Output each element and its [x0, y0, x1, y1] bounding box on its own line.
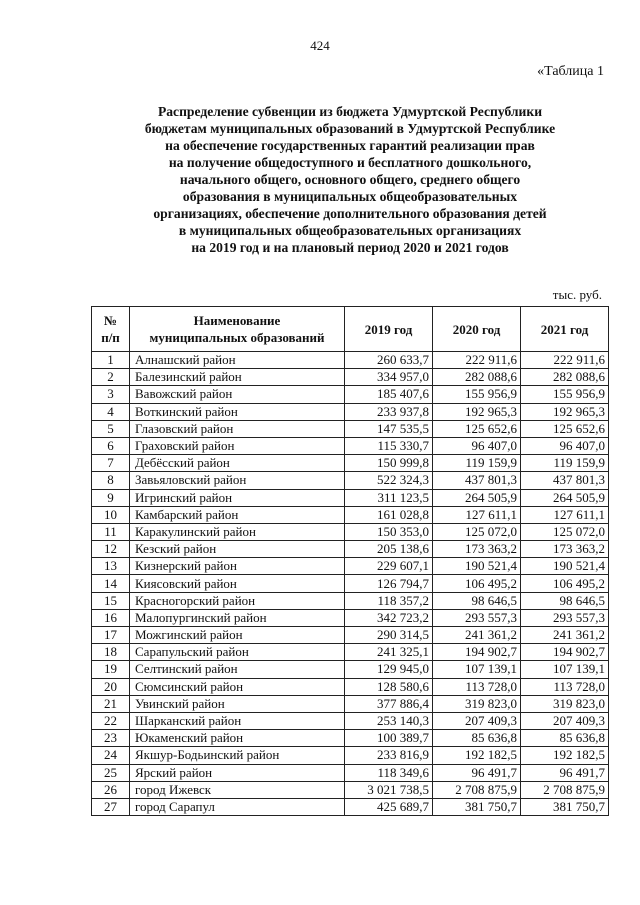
header-num-line1: №	[103, 313, 118, 328]
row-municipality-name: Кезский район	[130, 541, 345, 558]
table-row	[92, 437, 609, 454]
table-row	[92, 558, 609, 575]
row-municipality-name: Вавожский район	[130, 386, 345, 403]
header-2021: 2021 год	[521, 307, 609, 352]
row-value-2020: 319 823,0	[433, 695, 521, 712]
row-value-2020: 127 611,1	[433, 506, 521, 523]
row-value-2019: 290 314,5	[345, 627, 433, 644]
row-value-2019: 241 325,1	[345, 644, 433, 661]
row-value-2020: 107 139,1	[433, 661, 521, 678]
table-row	[92, 489, 609, 506]
row-value-2021: 113 728,0	[521, 678, 609, 695]
row-number: 16	[92, 609, 130, 626]
row-value-2021: 2 708 875,9	[521, 781, 609, 798]
page-number: 424	[310, 38, 330, 53]
table-row	[92, 352, 609, 369]
row-value-2019: 377 886,4	[345, 695, 433, 712]
table-row	[92, 420, 609, 437]
title-line: на получение общедоступного и бесплатного дошкольного,	[168, 155, 532, 170]
table-row	[92, 541, 609, 558]
row-municipality-name: Шарканский район	[130, 712, 345, 729]
table-row	[92, 695, 609, 712]
row-number: 3	[92, 386, 130, 403]
row-value-2020: 192 182,5	[433, 747, 521, 764]
row-value-2019: 126 794,7	[345, 575, 433, 592]
row-value-2020: 155 956,9	[433, 386, 521, 403]
table-row	[92, 764, 609, 781]
row-value-2019: 150 353,0	[345, 523, 433, 540]
row-value-2021: 127 611,1	[521, 506, 609, 523]
row-value-2021: 194 902,7	[521, 644, 609, 661]
row-value-2021: 192 965,3	[521, 403, 609, 420]
row-value-2021: 241 361,2	[521, 627, 609, 644]
row-number: 13	[92, 558, 130, 575]
row-municipality-name: Ярский район	[130, 764, 345, 781]
table-row	[92, 455, 609, 472]
table-row	[92, 523, 609, 540]
row-value-2020: 282 088,6	[433, 369, 521, 386]
table-row	[92, 781, 609, 798]
row-value-2021: 125 652,6	[521, 420, 609, 437]
row-value-2019: 233 937,8	[345, 403, 433, 420]
row-number: 11	[92, 523, 130, 540]
row-municipality-name: город Сарапул	[130, 798, 345, 815]
row-value-2019: 150 999,8	[345, 455, 433, 472]
row-municipality-name: Воткинский район	[130, 403, 345, 420]
row-number: 5	[92, 420, 130, 437]
row-number: 4	[92, 403, 130, 420]
row-value-2021: 207 409,3	[521, 712, 609, 729]
row-number: 2	[92, 369, 130, 386]
row-value-2020: 119 159,9	[433, 455, 521, 472]
row-value-2021: 98 646,5	[521, 592, 609, 609]
row-value-2021: 293 557,3	[521, 609, 609, 626]
row-municipality-name: Кизнерский район	[130, 558, 345, 575]
title-line: образования в муниципальных общеобразовательных	[182, 189, 518, 204]
row-municipality-name: Юкаменский район	[130, 730, 345, 747]
row-municipality-name: Граховский район	[130, 437, 345, 454]
row-value-2020: 96 407,0	[433, 437, 521, 454]
header-num-line2: п/п	[101, 330, 120, 345]
table-row	[92, 661, 609, 678]
title-line: на 2019 год и на плановый период 2020 и 2021 годов	[191, 240, 509, 255]
units-label: тыс. руб.	[552, 287, 602, 302]
row-municipality-name: Завьяловский район	[130, 472, 345, 489]
title-line: в муниципальных общеобразовательных организациях	[178, 223, 522, 238]
row-value-2020: 194 902,7	[433, 644, 521, 661]
row-number: 21	[92, 695, 130, 712]
row-value-2021: 319 823,0	[521, 695, 609, 712]
row-value-2019: 253 140,3	[345, 712, 433, 729]
title-line: организациях, обеспечение дополнительного образования детей	[153, 206, 547, 221]
title-line: на обеспечение государственных гарантий реализации прав	[165, 138, 535, 153]
row-number: 27	[92, 798, 130, 815]
row-value-2019: 129 945,0	[345, 661, 433, 678]
row-value-2020: 125 652,6	[433, 420, 521, 437]
table-row	[92, 575, 609, 592]
row-value-2020: 125 072,0	[433, 523, 521, 540]
row-value-2021: 282 088,6	[521, 369, 609, 386]
title-line: начального общего, основного общего, среднего общего	[179, 172, 521, 187]
row-municipality-name: Киясовский район	[130, 575, 345, 592]
row-municipality-name: Якшур-Бодьинский район	[130, 747, 345, 764]
table-row	[92, 609, 609, 626]
row-number: 14	[92, 575, 130, 592]
row-value-2021: 190 521,4	[521, 558, 609, 575]
header-name-line1: Наименование	[193, 313, 281, 328]
table-row	[92, 592, 609, 609]
table-row	[92, 644, 609, 661]
row-value-2020: 437 801,3	[433, 472, 521, 489]
row-number: 9	[92, 489, 130, 506]
row-value-2020: 85 636,8	[433, 730, 521, 747]
row-value-2021: 437 801,3	[521, 472, 609, 489]
row-value-2020: 98 646,5	[433, 592, 521, 609]
row-value-2019: 342 723,2	[345, 609, 433, 626]
row-value-2019: 205 138,6	[345, 541, 433, 558]
row-value-2019: 185 407,6	[345, 386, 433, 403]
row-number: 7	[92, 455, 130, 472]
header-name	[130, 307, 345, 352]
row-value-2019: 3 021 738,5	[345, 781, 433, 798]
row-value-2021: 264 505,9	[521, 489, 609, 506]
row-municipality-name: Глазовский район	[130, 420, 345, 437]
header-name-line2: муниципальных образований	[149, 330, 325, 345]
row-municipality-name: Сюмсинский район	[130, 678, 345, 695]
row-municipality-name: Алнашский район	[130, 352, 345, 369]
table-row	[92, 472, 609, 489]
row-number: 24	[92, 747, 130, 764]
row-value-2021: 119 159,9	[521, 455, 609, 472]
header-num	[92, 307, 130, 352]
row-municipality-name: Селтинский район	[130, 661, 345, 678]
row-value-2020: 293 557,3	[433, 609, 521, 626]
row-value-2021: 106 495,2	[521, 575, 609, 592]
title-line: бюджетам муниципальных образований в Удмуртской Республике	[144, 121, 556, 136]
table-row	[92, 386, 609, 403]
table-row	[92, 747, 609, 764]
row-value-2019: 147 535,5	[345, 420, 433, 437]
title-line: Распределение субвенции из бюджета Удмуртской Республики	[157, 104, 543, 119]
row-municipality-name: Камбарский район	[130, 506, 345, 523]
row-value-2020: 381 750,7	[433, 798, 521, 815]
row-value-2021: 222 911,6	[521, 352, 609, 369]
row-value-2020: 106 495,2	[433, 575, 521, 592]
row-number: 22	[92, 712, 130, 729]
row-municipality-name: Малопургинский район	[130, 609, 345, 626]
header-2020: 2020 год	[433, 307, 521, 352]
row-value-2019: 311 123,5	[345, 489, 433, 506]
row-value-2019: 233 816,9	[345, 747, 433, 764]
row-value-2021: 381 750,7	[521, 798, 609, 815]
row-value-2020: 173 363,2	[433, 541, 521, 558]
row-municipality-name: Каракулинский район	[130, 523, 345, 540]
row-municipality-name: Красногорский район	[130, 592, 345, 609]
row-municipality-name: Сарапульский район	[130, 644, 345, 661]
row-value-2020: 192 965,3	[433, 403, 521, 420]
row-value-2021: 125 072,0	[521, 523, 609, 540]
table-row	[92, 506, 609, 523]
row-value-2020: 190 521,4	[433, 558, 521, 575]
row-municipality-name: город Ижевск	[130, 781, 345, 798]
row-municipality-name: Увинский район	[130, 695, 345, 712]
table-row	[92, 712, 609, 729]
row-value-2019: 522 324,3	[345, 472, 433, 489]
row-number: 6	[92, 437, 130, 454]
row-number: 20	[92, 678, 130, 695]
table-row	[92, 369, 609, 386]
row-value-2019: 100 389,7	[345, 730, 433, 747]
table-header-row	[92, 307, 609, 352]
row-value-2019: 128 580,6	[345, 678, 433, 695]
row-value-2019: 260 633,7	[345, 352, 433, 369]
row-value-2019: 115 330,7	[345, 437, 433, 454]
table-row	[92, 730, 609, 747]
row-number: 8	[92, 472, 130, 489]
row-value-2021: 173 363,2	[521, 541, 609, 558]
table-body	[92, 352, 609, 816]
row-number: 19	[92, 661, 130, 678]
row-number: 25	[92, 764, 130, 781]
table-row	[92, 798, 609, 815]
row-value-2020: 96 491,7	[433, 764, 521, 781]
row-value-2021: 192 182,5	[521, 747, 609, 764]
table-row	[92, 678, 609, 695]
row-value-2021: 96 407,0	[521, 437, 609, 454]
row-value-2021: 96 491,7	[521, 764, 609, 781]
document-title	[60, 103, 640, 256]
row-value-2019: 118 349,6	[345, 764, 433, 781]
row-value-2020: 113 728,0	[433, 678, 521, 695]
row-value-2019: 161 028,8	[345, 506, 433, 523]
row-value-2019: 425 689,7	[345, 798, 433, 815]
row-number: 18	[92, 644, 130, 661]
row-municipality-name: Балезинский район	[130, 369, 345, 386]
row-number: 12	[92, 541, 130, 558]
row-value-2019: 334 957,0	[345, 369, 433, 386]
row-number: 15	[92, 592, 130, 609]
row-value-2020: 207 409,3	[433, 712, 521, 729]
table-row	[92, 627, 609, 644]
row-number: 17	[92, 627, 130, 644]
row-value-2019: 118 357,2	[345, 592, 433, 609]
row-value-2020: 241 361,2	[433, 627, 521, 644]
row-value-2019: 229 607,1	[345, 558, 433, 575]
row-number: 26	[92, 781, 130, 798]
row-municipality-name: Дебёсский район	[130, 455, 345, 472]
row-value-2021: 155 956,9	[521, 386, 609, 403]
table-label: «Таблица 1	[537, 64, 604, 79]
row-value-2021: 85 636,8	[521, 730, 609, 747]
row-value-2020: 264 505,9	[433, 489, 521, 506]
header-2019: 2019 год	[345, 307, 433, 352]
row-value-2020: 2 708 875,9	[433, 781, 521, 798]
row-value-2021: 107 139,1	[521, 661, 609, 678]
row-number: 10	[92, 506, 130, 523]
row-value-2020: 222 911,6	[433, 352, 521, 369]
subsidy-table	[91, 306, 609, 816]
row-municipality-name: Можгинский район	[130, 627, 345, 644]
row-number: 23	[92, 730, 130, 747]
table-row	[92, 403, 609, 420]
row-number: 1	[92, 352, 130, 369]
row-municipality-name: Игринский район	[130, 489, 345, 506]
